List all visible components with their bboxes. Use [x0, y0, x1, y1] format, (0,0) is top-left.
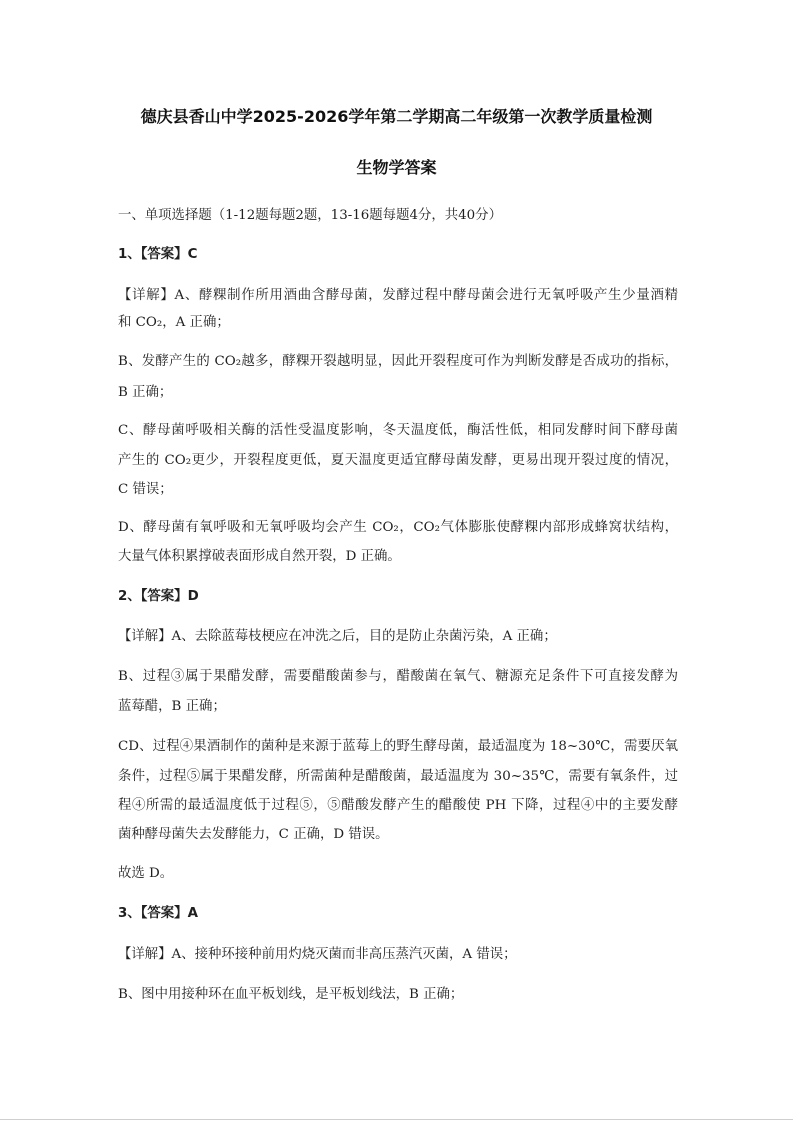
section-heading: 一、单项选择题（1-12题每题2题，13-16题每题4分，共40分）: [118, 208, 502, 223]
explanation-line: 故选 D。: [118, 866, 174, 881]
document-subtitle: 生物学答案: [356, 158, 437, 177]
explanation-line: B、图中用接种环在血平板划线，是平板划线法，B 正确；: [118, 987, 464, 1002]
explanation-line: B、过程③属于果醋发酵，需要醋酸菌参与，醋酸菌在氧气、糖源充足条件下可直接发酵为: [118, 669, 678, 684]
explanation-line: B 正确；: [118, 385, 173, 400]
page-bottom-divider: [0, 1119, 793, 1120]
explanation-line: CD、过程④果酒制作的菌种是来源于蓝莓上的野生酵母菌，最适温度为 18~30℃，需要厌氧: [118, 739, 678, 754]
explanation-line: 和 CO₂，A 正确；: [118, 315, 230, 330]
explanation-line: 产生的 CO₂更少，开裂程度更低，夏天温度更适宜酵母菌发酵，更易出现开裂过度的情况，: [118, 453, 678, 468]
explanation-line: B、发酵产生的 CO₂越多，酵粿开裂越明显，因此开裂程度可作为判断发酵是否成功的指标，: [118, 354, 678, 369]
explanation-line: 【详解】A、接种环接种前用灼烧灭菌而非高压蒸汽灭菌，A 错误；: [118, 947, 517, 962]
explanation-line: 【详解】A、去除蓝莓枝梗应在冲洗之后，目的是防止杂菌污染，A 正确；: [118, 629, 557, 644]
explanation-line: 程④所需的最适温度低于过程⑤，⑤醋酸发酵产生的醋酸使 PH 下降，过程④中的主要发酵: [118, 798, 678, 813]
explanation-line: 条件，过程⑤属于果醋发酵，所需菌种是醋酸菌，最适温度为 30~35℃，需要有氧条件，过: [118, 769, 678, 784]
explanation-line: C、酵母菌呼吸相关酶的活性受温度影响，冬天温度低，酶活性低，相同发酵时间下酵母菌: [118, 423, 678, 438]
explanation-line: 【详解】A、酵粿制作所用酒曲含酵母菌，发酵过程中酵母菌会进行无氧呼吸产生少量酒精: [118, 288, 678, 303]
explanation-line: C 错误；: [118, 482, 173, 497]
explanation-line: 菌种酵母菌失去发酵能力，C 正确，D 错误。: [118, 827, 389, 842]
explanation-line: 蓝莓醋，B 正确；: [118, 699, 226, 714]
answer-label-q3: 3、【答案】A: [118, 906, 198, 921]
document-title: 德庆县香山中学2025-2026学年第二学期高二年级第一次教学质量检测: [140, 107, 653, 126]
answer-label-q1: 1、【答案】C: [118, 247, 198, 262]
answer-label-q2: 2、【答案】D: [118, 589, 199, 604]
explanation-line: 大量气体积累撑破表面形成自然开裂，D 正确。: [118, 549, 401, 564]
explanation-line: D、酵母菌有氧呼吸和无氧呼吸均会产生 CO₂，CO₂气体膨胀使酵粿内部形成蜂窝状结构，: [118, 520, 678, 535]
